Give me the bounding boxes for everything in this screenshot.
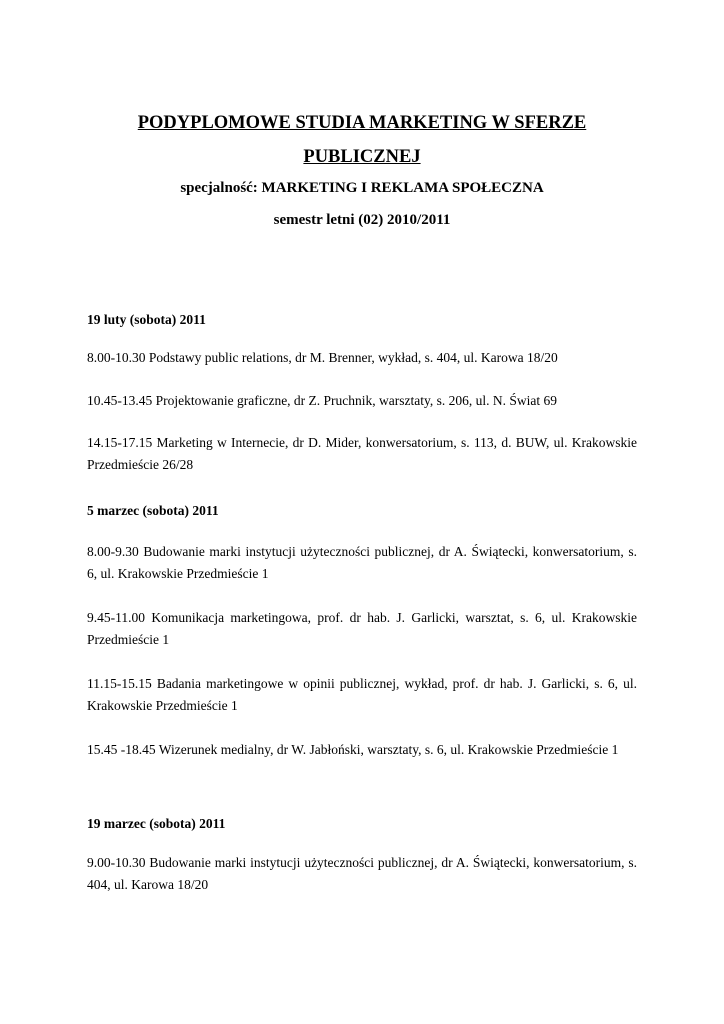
schedule-entry: 9.45-11.00 Komunikacja marketingowa, prof. dr hab. J. Garlicki, warsztat, s. 6, ul. Krakowskie Przedmieście 1 [87, 610, 637, 647]
specialty-heading: specjalność: MARKETING I REKLAMA SPOŁECZNA [180, 180, 544, 196]
schedule-date-heading: 5 marzec (sobota) 2011 [87, 503, 219, 518]
document-title-line-1: PODYPLOMOWE STUDIA MARKETING W SFERZE [137, 113, 587, 133]
schedule-entry: 8.00-9.30 Budowanie marki instytucji użyteczności publicznej, dr A. Świątecki, konwersatorium, s. 6, ul. Krakowskie Przedmieście 1 [87, 544, 637, 581]
schedule-entry: 8.00-10.30 Podstawy public relations, dr M. Brenner, wykład, s. 404, ul. Karowa 18/20 [87, 350, 558, 365]
semester-heading: semestr letni (02) 2010/2011 [273, 212, 451, 228]
schedule-entry: 11.15-15.15 Badania marketingowe w opinii publicznej, wykład, prof. dr hab. J. Garlicki, s. 6, ul. Krakowskie Przedmieście 1 [87, 676, 637, 713]
schedule-entry: 10.45-13.45 Projektowanie graficzne, dr Z. Pruchnik, warsztaty, s. 206, ul. N. Świat 69 [87, 393, 558, 408]
schedule-date-heading: 19 marzec (sobota) 2011 [87, 816, 226, 831]
document-title-line-2: PUBLICZNEJ [303, 147, 421, 167]
schedule-entry: 9.00-10.30 Budowanie marki instytucji użyteczności publicznej, dr A. Świątecki, konwersatorium, s. 404, ul. Karowa 18/20 [87, 855, 637, 892]
schedule-entry: 14.15-17.15 Marketing w Internecie, dr D. Mider, konwersatorium, s. 113, d. BUW, ul. Krakowskie Przedmieście 26/28 [87, 435, 637, 472]
schedule-date-heading: 19 luty (sobota) 2011 [87, 312, 206, 327]
schedule-entry: 15.45 -18.45 Wizerunek medialny, dr W. Jabłoński, warsztaty, s. 6, ul. Krakowskie Przedmieście 1 [87, 742, 619, 757]
